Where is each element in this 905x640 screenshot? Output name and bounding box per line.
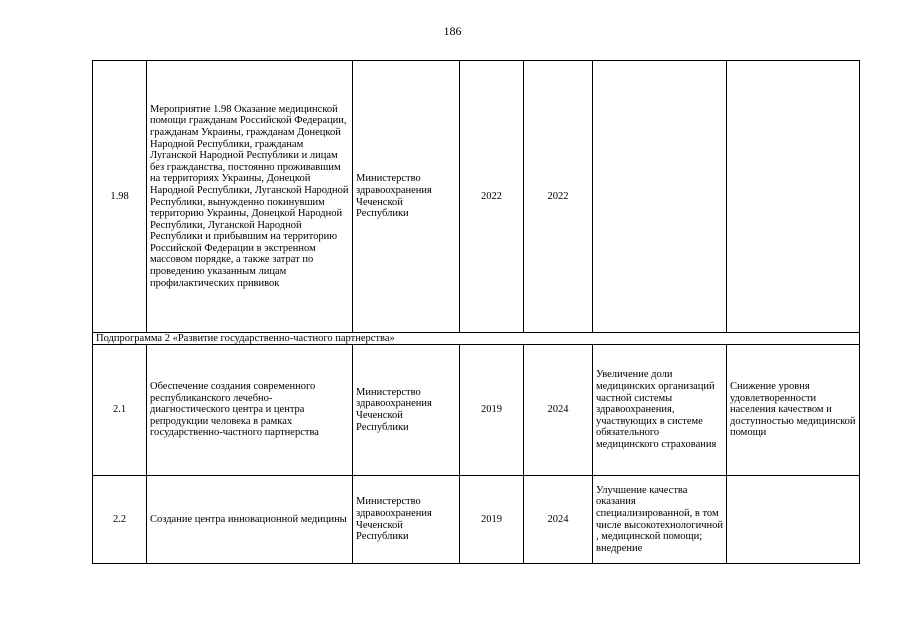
responsible-executor: Министерство здравоохранения Чеченской Республики [353, 61, 460, 333]
measure-description: Мероприятие 1.98 Оказание медицинской помощи гражданам Российской Федерации, гражданам Украины, гражданам Донецкой Народной Республики, гражданам Луганской Народной Республики и лицам без гражданства, постоянно проживавшим на территориях Украины, Донецкой Народной Республики, Луганской Народной Республики, вынужденно покинувшим территорию Украины, Донецкой Народной Республики, Луганской Народной Республики и прибывшим на территорию Российской Федерации в экстренном массовом порядке, а также затрат по проведению указанным лицам профилактических прививок [147, 61, 353, 333]
subprogram-title: Подпрограмма 2 «Развитие государственно-частного партнерства» [93, 333, 860, 345]
end-year: 2024 [524, 476, 593, 564]
table-row [93, 345, 860, 476]
subprogram-row [93, 333, 860, 345]
measure-description: Обеспечение создания современного республиканского лечебно-диагностического центра и центра репродукции человека в рамках государственно-частного партнерства [147, 345, 353, 476]
expected-result: Улучшение качества оказания специализированной, в том числе высокотехнологичной , медицинской помощи; внедрение [593, 476, 727, 564]
row-number: 2.1 [93, 345, 147, 476]
measure-description: Создание центра инновационной медицины [147, 476, 353, 564]
measures-table [92, 60, 860, 564]
row-number: 1.98 [93, 61, 147, 333]
table-row [93, 476, 860, 564]
non-implementation-consequence [727, 61, 860, 333]
expected-result: Увеличение доли медицинских организаций частной системы здравоохранения, участвующих в системе обязательного медицинского страхования [593, 345, 727, 476]
end-year: 2022 [524, 61, 593, 333]
responsible-executor: Министерство здравоохранения Чеченской Республики [353, 476, 460, 564]
table-row [93, 61, 860, 333]
end-year: 2024 [524, 345, 593, 476]
start-year: 2019 [460, 476, 524, 564]
responsible-executor: Министерство здравоохранения Чеченской Республики [353, 345, 460, 476]
non-implementation-consequence: Снижение уровня удовлетворенности населения качеством и доступностью медицинской помощи [727, 345, 860, 476]
page-number: 186 [443, 24, 462, 38]
row-number: 2.2 [93, 476, 147, 564]
start-year: 2019 [460, 345, 524, 476]
expected-result [593, 61, 727, 333]
non-implementation-consequence [727, 476, 860, 564]
start-year: 2022 [460, 61, 524, 333]
